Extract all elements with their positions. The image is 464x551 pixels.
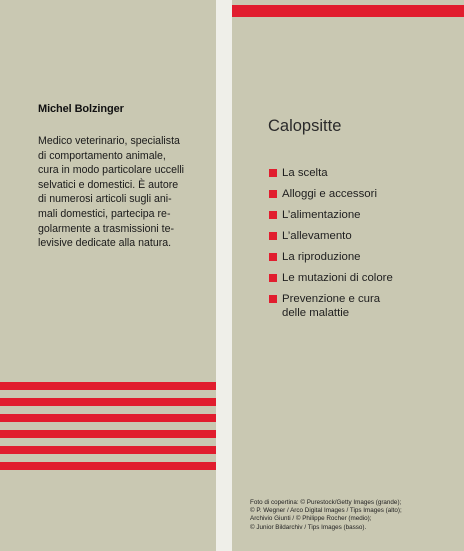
bio-line: mali domestici, partecipa re- <box>38 207 171 220</box>
red-stripe <box>0 462 216 470</box>
red-square-bullet-icon <box>269 274 277 282</box>
photo-credits <box>250 499 450 532</box>
author-bio <box>38 134 198 251</box>
red-stripe <box>0 382 216 390</box>
credit-line: © P. Wegner / Arco Digital Images / Tips Images (alto); <box>250 507 402 515</box>
toc-item-label: Alloggi e accessori <box>282 188 377 200</box>
bio-line: Medico veterinario, specialista <box>38 135 180 147</box>
red-stripes-decoration <box>0 382 216 478</box>
toc-item <box>269 292 393 320</box>
bio-line: golarmente a trasmissioni te- <box>38 222 175 235</box>
toc-item-label: La scelta <box>282 167 328 179</box>
toc-item-label: delle malattie <box>282 307 350 319</box>
toc-item <box>269 229 393 243</box>
author-name: Michel Bolzinger <box>38 103 124 115</box>
toc-item-label: L’alimentazione <box>282 209 361 221</box>
red-square-bullet-icon <box>269 295 277 303</box>
red-stripe <box>0 446 216 454</box>
credit-line: Foto di copertina: © Purestock/Getty Images (grande); <box>250 499 402 506</box>
bio-line: di comportamento animale, <box>38 149 166 162</box>
toc-item-label: Le mutazioni di colore <box>282 272 393 284</box>
red-stripe <box>0 430 216 438</box>
red-stripe <box>0 414 216 422</box>
toc-item-label: Prevenzione e cura <box>282 293 381 305</box>
toc-item-label: L’allevamento <box>282 230 352 242</box>
red-square-bullet-icon <box>269 232 277 240</box>
toc-item <box>269 271 393 285</box>
red-square-bullet-icon <box>269 253 277 261</box>
bio-line: levisive dedicate alla natura. <box>38 237 172 250</box>
toc-item <box>269 208 393 222</box>
bio-line: di numerosi articoli sugli ani- <box>38 193 172 206</box>
toc-item <box>269 166 393 180</box>
red-square-bullet-icon <box>269 211 277 219</box>
red-stripe <box>0 398 216 406</box>
toc-item <box>269 187 393 201</box>
book-title: Calopsitte <box>268 117 342 135</box>
credit-line: © Junior Bildarchiv / Tips Images (basso). <box>250 523 367 531</box>
red-square-bullet-icon <box>269 190 277 198</box>
table-of-contents <box>269 166 393 327</box>
bio-line: cura in modo particolare uccelli <box>38 164 185 177</box>
credit-line: Archivio Giunti / © Philippe Rocher (medio); <box>250 515 372 523</box>
top-red-bar <box>232 5 464 17</box>
bio-line: selvatici e domestici. È autore <box>38 178 179 191</box>
toc-item <box>269 250 393 264</box>
red-square-bullet-icon <box>269 169 277 177</box>
toc-item-label: La riproduzione <box>282 251 361 263</box>
